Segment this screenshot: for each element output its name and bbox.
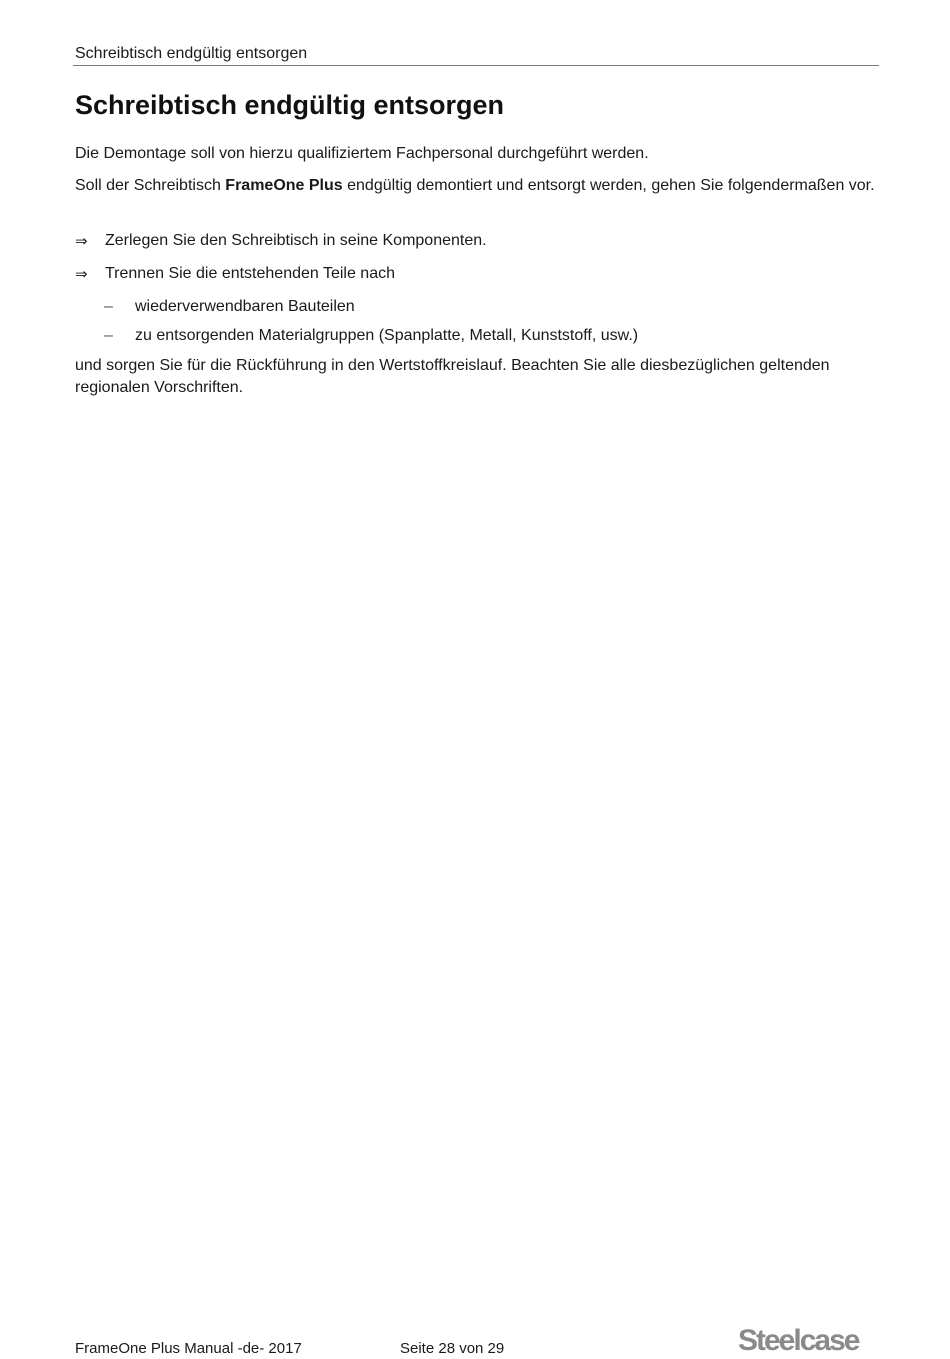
- closing-paragraph: und sorgen Sie für die Rückführung in den Wertstoffkreislauf. Beachten Sie alle diesbezüglichen geltenden regionalen Vorschriften.: [75, 357, 830, 396]
- product-name: FrameOne Plus: [225, 177, 343, 194]
- sub-item-text: wiederverwendbaren Bauteilen: [135, 298, 355, 315]
- footer-page-number: Seite 28 von 29: [400, 1340, 505, 1357]
- instruction-text-end: endgültig demontiert und entsorgt werden, gehen Sie folgendermaßen vor.: [342, 177, 875, 194]
- instruction-text-start: Soll der Schreibtisch: [75, 177, 226, 194]
- running-header: Schreibtisch endgültig entsorgen: [75, 45, 308, 62]
- page-title: Schreibtisch endgültig entsorgen: [75, 90, 505, 120]
- arrow-bullet-icon: ⇒: [75, 265, 88, 283]
- instruction-paragraph: [75, 175, 880, 197]
- dash-bullet-icon: –: [104, 327, 113, 344]
- step-text: Trennen Sie die entstehenden Teile nach: [105, 265, 395, 282]
- footer-manual-title: FrameOne Plus Manual -de- 2017: [75, 1340, 302, 1357]
- intro-paragraph: Die Demontage soll von hierzu qualifiziertem Fachpersonal durchgeführt werden.: [75, 145, 649, 162]
- dash-bullet-icon: –: [104, 298, 113, 315]
- step-text: Zerlegen Sie den Schreibtisch in seine Komponenten.: [105, 232, 487, 249]
- header-divider: [73, 65, 879, 66]
- sub-item-text: zu entsorgenden Materialgruppen (Spanplatte, Metall, Kunststoff, usw.): [135, 327, 639, 344]
- steelcase-logo: Steelcase: [738, 1324, 859, 1357]
- arrow-bullet-icon: ⇒: [75, 232, 88, 250]
